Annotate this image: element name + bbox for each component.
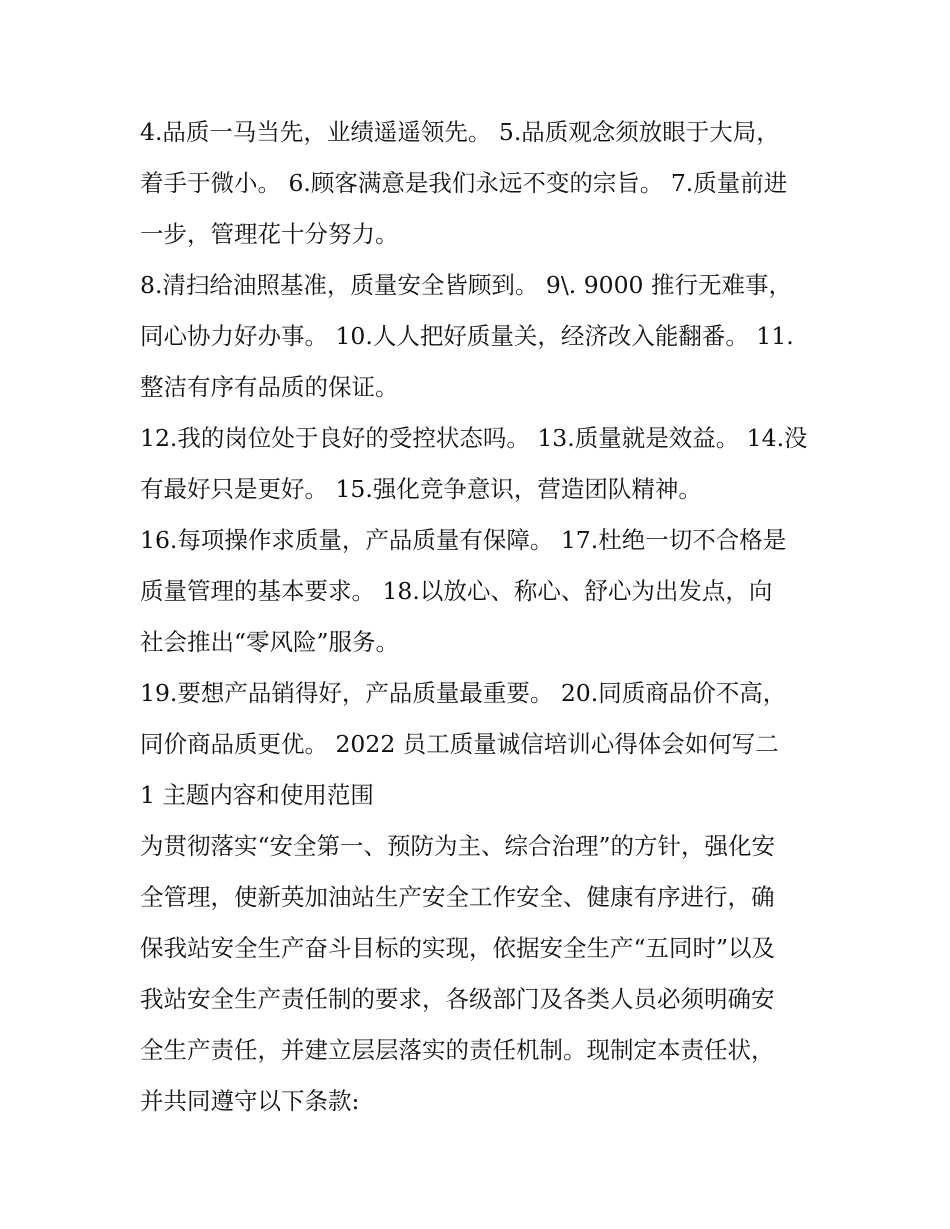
text-line: 同价商品质更优。 2022 员工质量诚信培训心得体会如何写二 xyxy=(140,730,779,758)
text-line: 全生产责任，并建立层层落实的责任机制。现制定本责任状， xyxy=(140,1036,775,1064)
text-line: 并共同遵守以下条款: xyxy=(140,1087,360,1115)
text-line: 19.要想产品销得好，产品质量最重要。 20.同质商品价不高， xyxy=(140,679,787,707)
text-line: 16.每项操作求质量，产品质量有保障。 17.杜绝一切不合格是 xyxy=(140,526,787,554)
text-line: 一步，管理花十分努力。 xyxy=(140,220,399,248)
text-line: 整洁有序有品质的保证。 xyxy=(140,373,399,401)
text-line: 我站安全生产责任制的要求，各级部门及各类人员必须明确安 xyxy=(140,985,775,1013)
text-line: 同心协力好办事。 10.人人把好质量关，经济改入能翻番。 11. xyxy=(140,322,794,350)
text-line: 质量管理的基本要求。 18.以放心、称心、舒心为出发点，向 xyxy=(140,577,773,605)
text-line: 12.我的岗位处于良好的受控状态吗。 13.质量就是效益。 14.没 xyxy=(140,424,808,452)
text-line: 着手于微小。 6.顾客满意是我们永远不变的宗旨。 7.质量前进 xyxy=(140,169,788,197)
text-line: 有最好只是更好。 15.强化竞争意识，营造团队精神。 xyxy=(140,475,702,503)
text-line: 为贯彻落实“安全第一、预防为主、综合治理”的方针，强化安 xyxy=(140,832,776,860)
document-body xyxy=(140,107,820,1127)
text-line: 4.品质一马当先，业绩遥遥领先。 5.品质观念须放眼于大局， xyxy=(140,118,780,146)
text-line: 社会推出“零风险”服务。 xyxy=(140,628,400,656)
section-heading: 1 主题内容和使用范围 xyxy=(140,781,374,809)
text-line: 全管理，使新英加油站生产安全工作安全、健康有序进行，确 xyxy=(140,883,775,911)
text-line: 8.清扫给油照基准，质量安全皆顾到。 9\. 9000 推行无难事， xyxy=(140,271,792,299)
text-line: 保我站安全生产奋斗目标的实现，依据安全生产“五同时”以及 xyxy=(140,934,776,962)
